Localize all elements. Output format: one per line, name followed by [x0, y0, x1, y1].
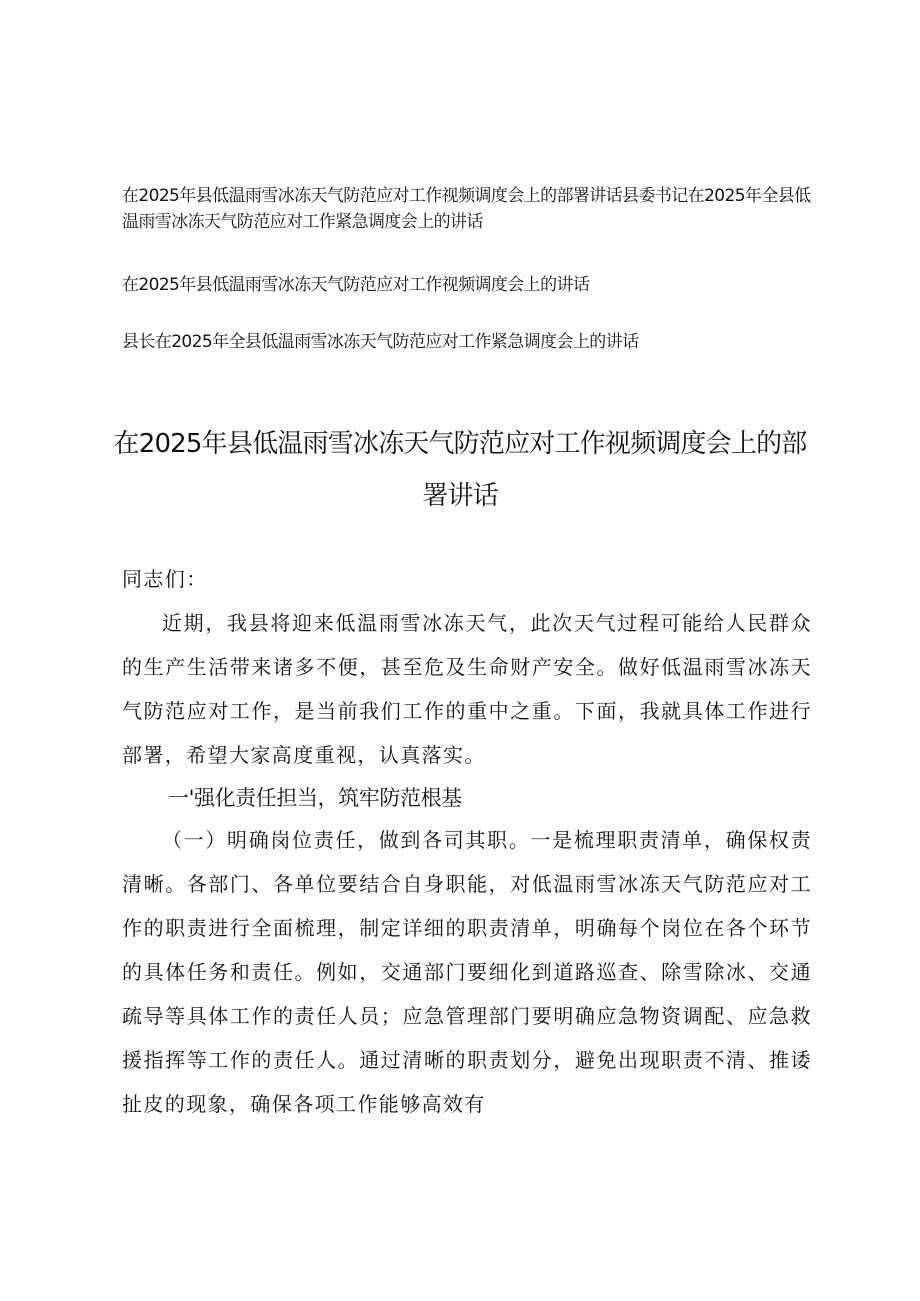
paragraph-intro: 近期，我县将迎来低温雨雪冰冻天气，此次天气过程可能给人民群众的生产生活带来诸多不便，甚至危及生命财产安全。做好低温雨雪冰冻天气防范应对工作，是当前我们工作的重中之重。下面，我就具体工作进行部署，希望大家高度重视，认真落实。	[122, 611, 812, 767]
document-title: 在2025年县低温雨雪冰冻天气防范应对工作视频调度会上的部署讲话	[113, 429, 807, 511]
paragraph-section-1-1: （一）明确岗位责任，做到各司其职。一是梳理职责清单，确保权责清晰。各部门、各单位要结合自身职能，对低温雨雪冰冻天气防范应对工作的职责进行全面梳理，制定详细的职责清单，明确每个岗位在各个环节的具体任务和责任。例如，交通部门要细化到道路巡查、除雪除冰、交通疏导等具体工作的责任人员；应急管理部门要明确应急物资调配、应急救援指挥等工作的责任人。通过清晰的职责划分，避免出现职责不清、推诿扯皮的现象，确保各项工作能够高效有	[122, 828, 812, 1116]
salutation: 同志们：	[122, 567, 208, 591]
section-heading-1: 一'强化责任担当，筑牢防范根基	[168, 786, 462, 810]
toc-item-1: 在2025年县低温雨雪冰冻天气防范应对工作视频调度会上的部署讲话县委书记在2025年全县低温雨雪冰冻天气防范应对工作紧急调度会上的讲话	[122, 186, 811, 232]
toc-item-2: 在2025年县低温雨雪冰冻天气防范应对工作视频调度会上的讲话	[122, 275, 590, 295]
toc-item-3: 县长在2025年全县低温雨雪冰冻天气防范应对工作紧急调度会上的讲话	[122, 332, 639, 352]
